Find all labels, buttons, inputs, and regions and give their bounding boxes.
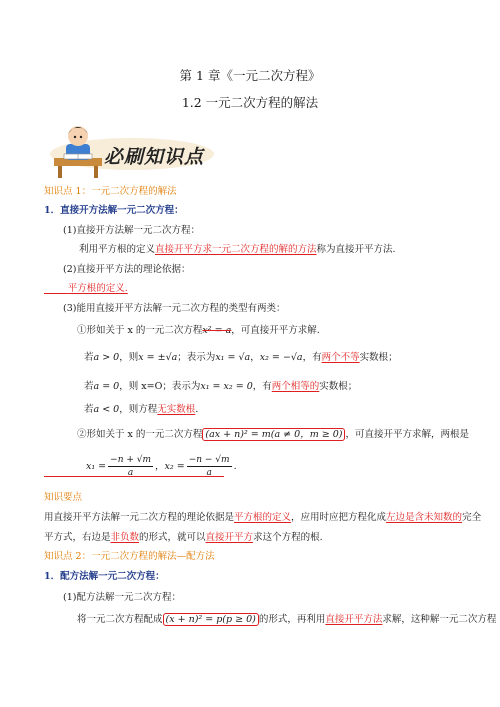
text-span: . xyxy=(233,461,237,472)
condition: a < 0 xyxy=(93,404,120,415)
roots-formula xyxy=(86,454,237,479)
type2-line xyxy=(77,429,469,441)
case2-line xyxy=(84,381,357,393)
fill-answer xyxy=(44,283,128,294)
text-span: 完全 xyxy=(462,512,482,523)
fill-answer: 无实数根 xyxy=(157,404,196,415)
type1-line xyxy=(77,325,320,337)
text-span: 若 xyxy=(84,381,94,392)
equation: x₁ = √a xyxy=(215,352,251,363)
text-span: 称为直接开平方法. xyxy=(316,244,396,255)
text-span: ，应用时应把方程化成 xyxy=(291,512,387,523)
kp1-item1-text xyxy=(79,244,396,256)
roots-line xyxy=(44,454,237,484)
text-span: ；表示为 xyxy=(177,352,216,363)
equation: (ax + n)² = m(a ≠ 0，m ≥ 0) xyxy=(202,428,345,441)
numerator: −n + √m xyxy=(110,455,152,465)
fill-answer: 非负数 xyxy=(110,532,140,543)
text-span: 的形式，就可以 xyxy=(139,532,206,543)
root-lhs: x₂ = xyxy=(164,461,185,472)
chapter-title: 第 1 章《一元二次方程》 xyxy=(179,68,321,83)
text-span: 求解，这种解一元二次方程 xyxy=(382,614,497,625)
text-span: 求这个方程的根. xyxy=(253,532,323,543)
text-span: 将一元二次方程配成 xyxy=(77,614,163,625)
condition: a = 0 xyxy=(93,381,120,392)
text-span: 利用平方根的定义 xyxy=(79,244,156,255)
kp2-line xyxy=(77,614,496,626)
text-span: ， xyxy=(250,352,260,363)
kp1-item2-label: (2)直接开平方法的理论依据： xyxy=(63,264,191,275)
kp2-label: 知识点 2：一元二次方程的解法—配方法 xyxy=(44,551,215,562)
fill-answer: 直接开平方 xyxy=(205,532,254,543)
fill-answer: 直接开平方求一元二次方程的解的方法 xyxy=(155,244,317,255)
kp1-item3-label: (3)能用直接开平方法解一元二次方程的类型有两类： xyxy=(63,303,286,314)
keypoint-line1 xyxy=(44,512,481,524)
fill-answer: 两个相等的 xyxy=(271,381,320,392)
text-span: ， xyxy=(155,461,165,472)
fill-answer: 平方根的定义 xyxy=(234,512,292,523)
root-lhs: x₁ = xyxy=(86,461,107,472)
case3-line xyxy=(84,404,198,416)
equation: x₁ = x₂ = 0 xyxy=(200,381,253,392)
kp2-heading: 1．配方法解一元二次方程： xyxy=(44,571,165,582)
section-title: 1.2 一元二次方程的解法 xyxy=(181,95,319,110)
condition: a > 0 xyxy=(93,352,120,363)
keypoint-line2 xyxy=(44,532,323,544)
fraction xyxy=(108,454,153,479)
text-span: ，则 x=O；表示为 xyxy=(119,381,201,392)
kp1-heading: 1．直接开方法解一元二次方程： xyxy=(44,205,184,216)
equation: x² = a xyxy=(202,325,232,336)
text-span: 平方式，右边是 xyxy=(44,532,111,543)
fraction xyxy=(187,454,232,479)
banner-title: 必刷知识点 xyxy=(104,146,205,168)
text-span: ，有 xyxy=(302,352,322,363)
kp2-item1-label: (1)配方法解一元二次方程： xyxy=(63,592,181,603)
fill-answer: 左边是含未知数的 xyxy=(386,512,463,523)
text-span: 用直接开平方法解一元二次方程的理论依据是 xyxy=(44,512,235,523)
text-span: ，则 xyxy=(119,352,139,363)
numerator: −n − √m xyxy=(188,455,230,465)
text-span: 若 xyxy=(84,404,94,415)
text-span: ①形如关于 x 的一元二次方程 xyxy=(77,325,203,336)
kp1-item2-answer-line xyxy=(44,283,128,295)
denominator: a xyxy=(206,468,212,478)
text-span: 实数根； xyxy=(319,381,358,392)
text-span: ②形如关于 x 的一元二次方程 xyxy=(77,429,203,440)
text-span: ，有 xyxy=(252,381,272,392)
fill-answer: 两个不等 xyxy=(321,352,360,363)
denominator: a xyxy=(127,468,134,478)
text-span: . xyxy=(195,404,199,415)
fill-answer: 直接开平方法 xyxy=(325,614,383,625)
text-span: ，可直接开平方求解，两根是 xyxy=(345,429,469,440)
text-span: 的形式，再利用 xyxy=(258,614,326,625)
kp1-label: 知识点 1：一元二次方程的解法 xyxy=(44,186,177,197)
keypoint-label: 知识要点 xyxy=(44,492,83,503)
case1-line xyxy=(84,352,398,364)
equation: x = ±√a xyxy=(138,352,178,363)
kp1-item1-label: (1)直接开方法解一元二次方程： xyxy=(63,225,200,236)
text-span: 实数根； xyxy=(359,352,398,363)
equation: x₂ = −√a xyxy=(259,352,303,363)
equation: (x + n)² = p(p ≥ 0) xyxy=(163,613,259,626)
text-span: ，可直接开平方求解. xyxy=(231,325,320,336)
answer-text: 平方根的定义. xyxy=(67,283,128,294)
text-span: 若 xyxy=(84,352,94,363)
text-span: ，则方程 xyxy=(119,404,158,415)
